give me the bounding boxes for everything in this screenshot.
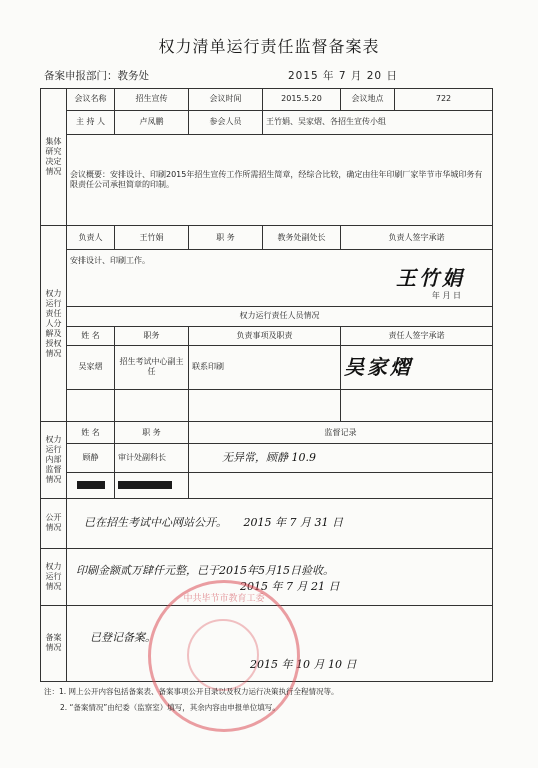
staff-header-name: 姓 名 — [67, 326, 115, 346]
meeting-time-label: 会议时间 — [189, 89, 263, 111]
supervision-section-label: 权力运行内部监督情况 — [41, 422, 67, 498]
supervision-header-record: 监督记录 — [189, 422, 493, 444]
footnote-1: 注：1. 网上公开内容包括备案表、备案事项公开目录以及权力运行决策执行全程情况等。 — [44, 687, 339, 696]
supervision-record: 无异常，顾静 10.9 — [222, 451, 316, 465]
disclosure-section-label: 公开情况 — [41, 498, 67, 548]
filing-date: 2015 年 7 月 20 日 — [288, 70, 398, 82]
seal-text: 中共毕节市教育工委 — [183, 594, 265, 604]
supervisor-name: 顾静 — [67, 444, 115, 472]
owner-sign-date: 年 月 日 — [431, 290, 461, 300]
meeting-time: 2015.5.20 — [263, 89, 341, 111]
owner-name: 王竹娟 — [115, 226, 189, 250]
operation-date: 2015 年 7 月 21 日 — [240, 579, 340, 593]
staff-empty-duty — [189, 389, 341, 422]
disclosure-cell — [67, 498, 493, 548]
meeting-section-label: 集体研究决定情况 — [41, 89, 67, 226]
staff-duty: 联系印刷 — [189, 346, 341, 390]
supervision-record-cell — [189, 444, 493, 472]
meeting-summary: 会议概要：安排设计、印刷2015年招生宣传工作所需招生简章，经综合比较，确定由往年印刷厂家毕节市华城印务有限责任公司承担简章的印制。 — [67, 134, 493, 226]
staff-row — [41, 346, 493, 390]
page-title: 权力清单运行责任监督备案表 — [158, 37, 380, 56]
redacted-name — [67, 472, 115, 498]
staff-empty-signature — [341, 389, 493, 422]
staff-role: 招生考试中心副主任 — [115, 346, 189, 390]
meeting-name-label: 会议名称 — [67, 89, 115, 111]
owner-position-label: 职 务 — [189, 226, 263, 250]
meeting-place-label: 会议地点 — [341, 89, 395, 111]
redacted-record — [189, 472, 493, 498]
filing-form-table — [40, 88, 493, 682]
owner-label: 负责人 — [67, 226, 115, 250]
staff-header-duty: 负责事项及职责 — [189, 326, 341, 346]
disclosure-date: 2015 年 7 月 31 日 — [243, 516, 344, 530]
operation-section-label: 权力运行情况 — [41, 548, 67, 605]
staff-empty-name — [67, 389, 115, 422]
meeting-host: 卢凤鹏 — [115, 110, 189, 134]
operation-content: 印刷金额贰万肆仟元整，已于2015年5月15日验收。 — [76, 563, 334, 577]
authorization-section-label: 权力运行责任人分解及授权情况 — [41, 226, 67, 422]
supervision-row — [41, 444, 493, 472]
filing-date: 2015 年 10 月 10 日 — [250, 658, 357, 672]
meeting-name: 招生宣传 — [115, 89, 189, 111]
staff-section-header: 权力运行责任人员情况 — [67, 306, 493, 326]
staff-signature: 吴家熠 — [344, 354, 413, 379]
staff-name: 吴家熠 — [67, 346, 115, 390]
meeting-attendees: 王竹娟、吴家熠、各招生宣传小组 — [263, 110, 493, 134]
authorization-task: 安排设计、印刷工作。 — [70, 255, 150, 265]
supervisor-role: 审计处副科长 — [115, 444, 189, 472]
staff-header-signature: 责任人签字承诺 — [341, 326, 493, 346]
filing-section-label: 备案情况 — [41, 605, 67, 681]
authorization-task-cell — [67, 250, 493, 307]
staff-header-role: 职务 — [115, 326, 189, 346]
redacted-role — [115, 472, 189, 498]
filing-content: 已登记备案。 — [90, 630, 156, 644]
meeting-host-label: 主 持 人 — [67, 110, 115, 134]
footnote-2: 2. “备案情况”由纪委（监察室）填写，其余内容由申报单位填写。 — [60, 703, 280, 712]
meeting-place: 722 — [395, 89, 493, 111]
operation-cell — [67, 548, 493, 605]
owner-position: 教务处副处长 — [263, 226, 341, 250]
owner-signature: 王竹娟 — [396, 265, 465, 290]
supervision-header-name: 姓 名 — [67, 422, 115, 444]
supervision-redacted-row — [41, 472, 493, 498]
filing-department: 备案申报部门：教务处 — [44, 70, 149, 82]
staff-signature-cell — [341, 346, 493, 390]
disclosure-content: 已在招生考试中心网站公开。 — [84, 516, 227, 530]
meeting-attendees-label: 参会人员 — [189, 110, 263, 134]
owner-pledge-label: 负责人签字承诺 — [341, 226, 493, 250]
filing-cell — [67, 605, 493, 681]
staff-empty-role — [115, 389, 189, 422]
supervision-header-role: 职 务 — [115, 422, 189, 444]
